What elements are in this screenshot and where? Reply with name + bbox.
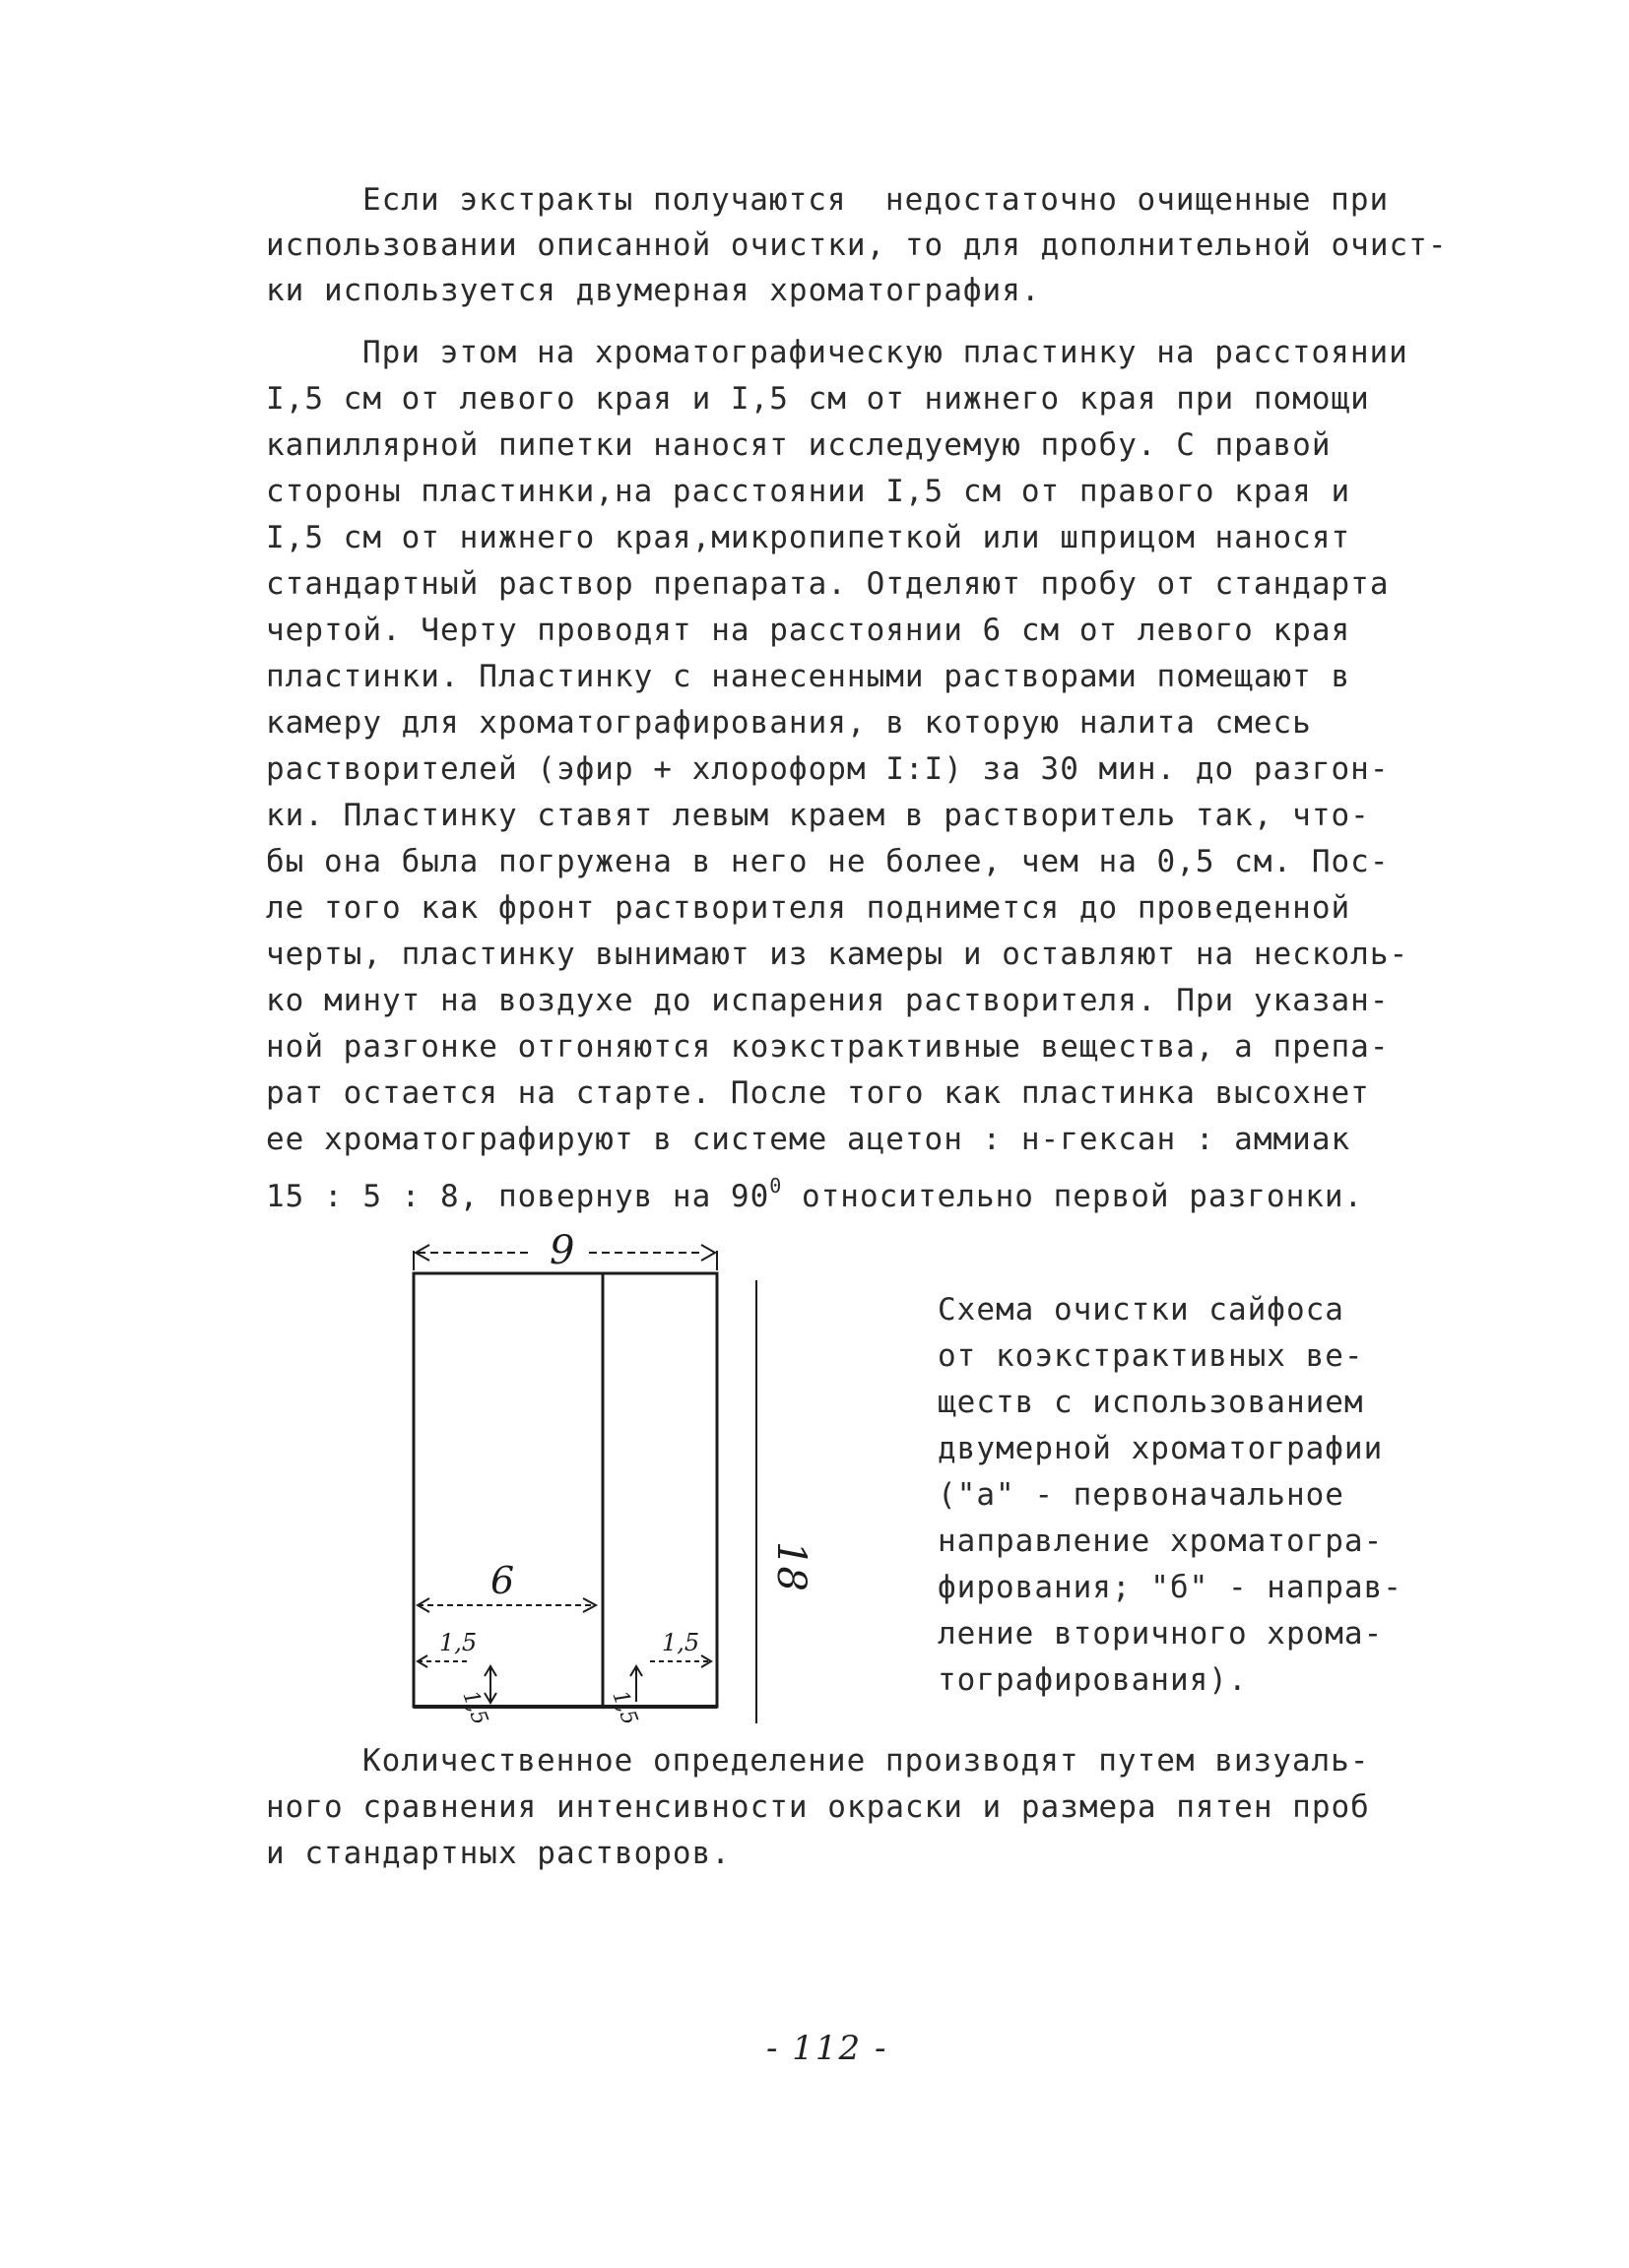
- degree-superscript: 0: [769, 1174, 783, 1198]
- text-line: При этом на хроматографическую пластинку на расстоянии: [362, 335, 1408, 370]
- caption-line: направление хроматогра-: [938, 1523, 1384, 1559]
- text-line: и стандартных растворов.: [266, 1836, 731, 1871]
- caption-line: от коэкстрактивных ве-: [938, 1338, 1364, 1374]
- width-label: 9: [550, 1228, 575, 1273]
- text-line: черты, пластинку вынимают из камеры и оставляют на несколь-: [266, 937, 1409, 972]
- text-line: ле того как фронт растворителя поднимется до проведенной: [266, 890, 1351, 926]
- text-line: I,5 см от левого края и I,5 см от нижнего края при помощи: [266, 381, 1370, 417]
- caption-line: ществ с использованием: [938, 1385, 1364, 1420]
- text-line: Количественное определение производят путем визуаль-: [362, 1743, 1370, 1779]
- text-fragment: относительно первой разгонки.: [782, 1179, 1364, 1214]
- text-line: ее хроматографируют в системе ацетон : н-гексан : аммиак: [266, 1122, 1351, 1157]
- caption-line: двумерной хроматографии: [938, 1431, 1384, 1466]
- text-line: ного сравнения интенсивности окраски и размера пятен проб: [266, 1789, 1370, 1825]
- text-line: I,5 см от нижнего края,микропипеткой или шприцом наносят: [266, 520, 1351, 555]
- text-line: пластинки. Пластинку с нанесенными растворами помещают в: [266, 659, 1351, 694]
- text-line: стороны пластинки,на расстоянии I,5 см от правого края и: [266, 474, 1351, 509]
- text-line: ки. Пластинку ставят левым краем в растворитель так, чтo-: [266, 798, 1370, 833]
- caption-line: ("а" - первоначальное: [938, 1477, 1344, 1513]
- text-line: чертой. Черту проводят на расстоянии 6 см от левого края: [266, 613, 1351, 648]
- left-bottom-label: 1,5: [457, 1687, 492, 1728]
- text-line: растворителей (эфир + хлороформ I:I) за 30 мин. до разгон-: [266, 751, 1390, 787]
- text-line: ной разгонке отгоняются коэкстрактивные вещества, а препа-: [266, 1029, 1390, 1065]
- height-label: 18: [768, 1541, 814, 1591]
- left-offset-label: 1,5: [439, 1629, 478, 1656]
- text-line: использовании описанной очистки, то для дополнительной очист-: [266, 227, 1448, 263]
- text-line: камеру для хроматографирования, в которую налита смесь: [266, 705, 1312, 741]
- caption-line: ление вторичного хрома-: [938, 1616, 1384, 1652]
- text-line: ко минут на воздухе до испарения растворителя. При указан-: [266, 983, 1390, 1018]
- caption-line: тографирования).: [938, 1662, 1248, 1698]
- text-line: Если экстракты получаются недостаточно очищенные при: [362, 182, 1390, 218]
- arrowhead: [701, 1245, 715, 1261]
- text-line: стандартный раствор препарата. Отделяют пробу от стандарта: [266, 566, 1390, 602]
- line-distance-label: 6: [490, 1559, 515, 1602]
- caption-line: Схема очистки сайфоса: [938, 1292, 1344, 1328]
- text-line: рат остается на старте. После того как пластинка высохнет: [266, 1075, 1370, 1111]
- caption-line: фирования; "б" - направ-: [938, 1570, 1402, 1605]
- right-offset-label: 1,5: [662, 1629, 700, 1656]
- page-number: - 112 -: [766, 2029, 888, 2068]
- text-line: капиллярной пипетки наносят исследуемую пробу. С правой: [266, 427, 1332, 463]
- text-line: бы она была погружена в него не более, чем на 0,5 см. Пос-: [266, 844, 1390, 879]
- text-line: ки используется двумерная хроматография.: [266, 273, 1041, 308]
- right-bottom-label: 1,5: [607, 1687, 642, 1728]
- text-fragment: 15 : 5 : 8, повернув на 90: [266, 1179, 770, 1214]
